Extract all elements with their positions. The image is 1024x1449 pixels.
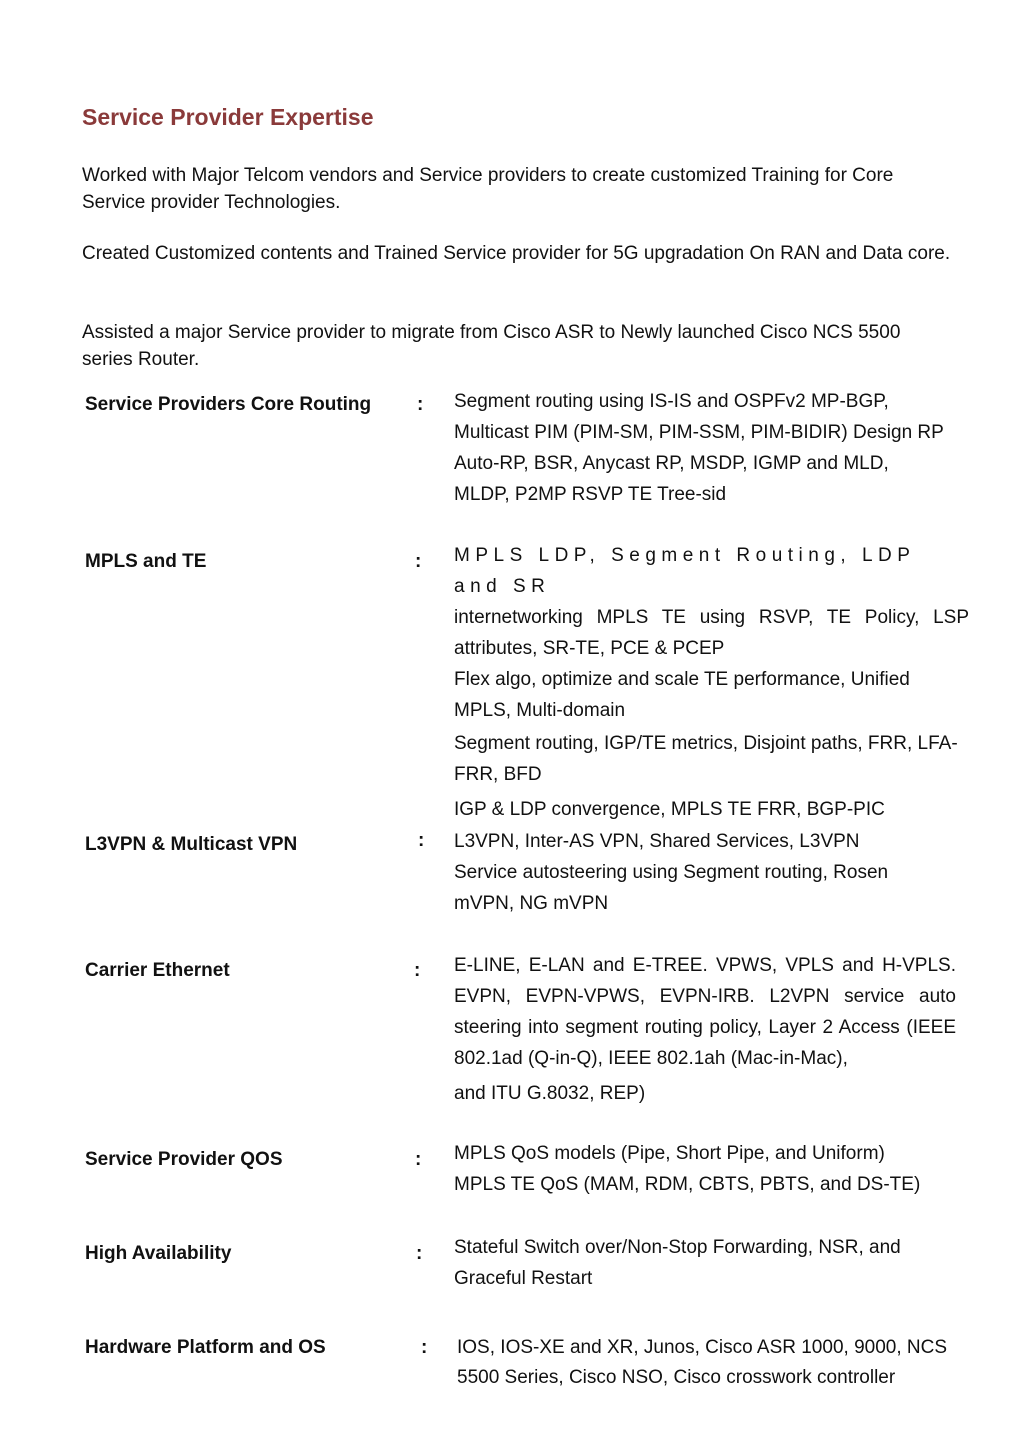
skill-details	[454, 950, 956, 1109]
skill-details	[454, 1138, 969, 1200]
skill-detail-line: IOS, IOS-XE and XR, Junos, Cisco ASR 1000, 9000, NCS 5500 Series, Cisco NSO, Cisco crosswork controller	[457, 1337, 948, 1388]
skill-detail-line: E-LINE, E-LAN and E-TREE. VPWS, VPLS and H-VPLS. EVPN, EVPN-VPWS, EVPN-IRB. L2VPN service auto steering into segment routing policy, Layer 2 Access (IEEE 802.1ad (Q-in-Q), IEEE 802.1ah (Mac-in-Mac),	[454, 955, 956, 1069]
skill-detail-line: MPLS TE QoS (MAM, RDM, CBTS, PBTS, and DS-TE)	[454, 1174, 921, 1195]
skill-label: MPLS and TE	[85, 551, 207, 572]
skill-details	[454, 1232, 934, 1294]
skill-detail-line: MPLS LDP, Segment Routing, LDP and SR	[454, 545, 916, 597]
skill-detail-line: internetworking MPLS TE using RSVP, TE Policy, LSP attributes, SR-TE, PCE & PCEP	[454, 607, 969, 659]
skill-detail-line: IGP & LDP convergence, MPLS TE FRR, BGP-PIC	[454, 799, 885, 820]
skill-detail-line: Segment routing using IS-IS and OSPFv2 MP-BGP, Multicast PIM (PIM-SM, PIM-SSM, PIM-BIDIR) Design RP Auto-RP, BSR, Anycast RP, MSDP, IGMP and MLD, MLDP, P2MP RSVP TE Tree-sid	[454, 391, 944, 505]
separator-colon: :	[416, 1243, 423, 1264]
skill-label: Carrier Ethernet	[85, 960, 230, 981]
section-title: Service Provider Expertise	[82, 104, 374, 130]
separator-colon: :	[417, 394, 424, 415]
skill-details	[454, 386, 946, 510]
intro-paragraph: Assisted a major Service provider to migrate from Cisco ASR to Newly launched Cisco NCS 5500 series Router.	[82, 322, 901, 370]
separator-colon: :	[418, 830, 425, 851]
intro-paragraph: Created Customized contents and Trained Service provider for 5G upgradation On RAN and Data core.	[82, 243, 951, 264]
separator-colon: :	[415, 551, 422, 572]
skill-label: L3VPN & Multicast VPN	[85, 834, 298, 855]
skill-detail-line: and ITU G.8032, REP)	[454, 1083, 646, 1104]
separator-colon: :	[414, 960, 421, 981]
skill-details	[454, 826, 924, 919]
skill-detail-line: Flex algo, optimize and scale TE performance, Unified MPLS, Multi-domain	[454, 669, 910, 721]
skill-details	[457, 1333, 947, 1393]
separator-colon: :	[421, 1337, 428, 1358]
skill-label: High Availability	[85, 1243, 232, 1264]
intro-paragraph: Worked with Major Telcom vendors and Service providers to create customized Training for Core Service provider Technologies.	[82, 165, 894, 213]
skill-details	[454, 540, 969, 825]
skill-detail-line: Stateful Switch over/Non-Stop Forwarding, NSR, and Graceful Restart	[454, 1237, 901, 1289]
skill-label: Service Providers Core Routing	[85, 394, 372, 415]
skill-detail-line: MPLS QoS models (Pipe, Short Pipe, and Uniform)	[454, 1143, 885, 1164]
skill-detail-line: Segment routing, IGP/TE metrics, Disjoint paths, FRR, LFA- FRR, BFD	[454, 733, 958, 785]
separator-colon: :	[415, 1149, 422, 1170]
skill-label: Hardware Platform and OS	[85, 1337, 326, 1358]
skill-label: Service Provider QOS	[85, 1149, 283, 1170]
skill-detail-line: L3VPN, Inter-AS VPN, Shared Services, L3VPN Service autosteering using Segment routing, Rosen mVPN, NG mVPN	[454, 831, 889, 914]
